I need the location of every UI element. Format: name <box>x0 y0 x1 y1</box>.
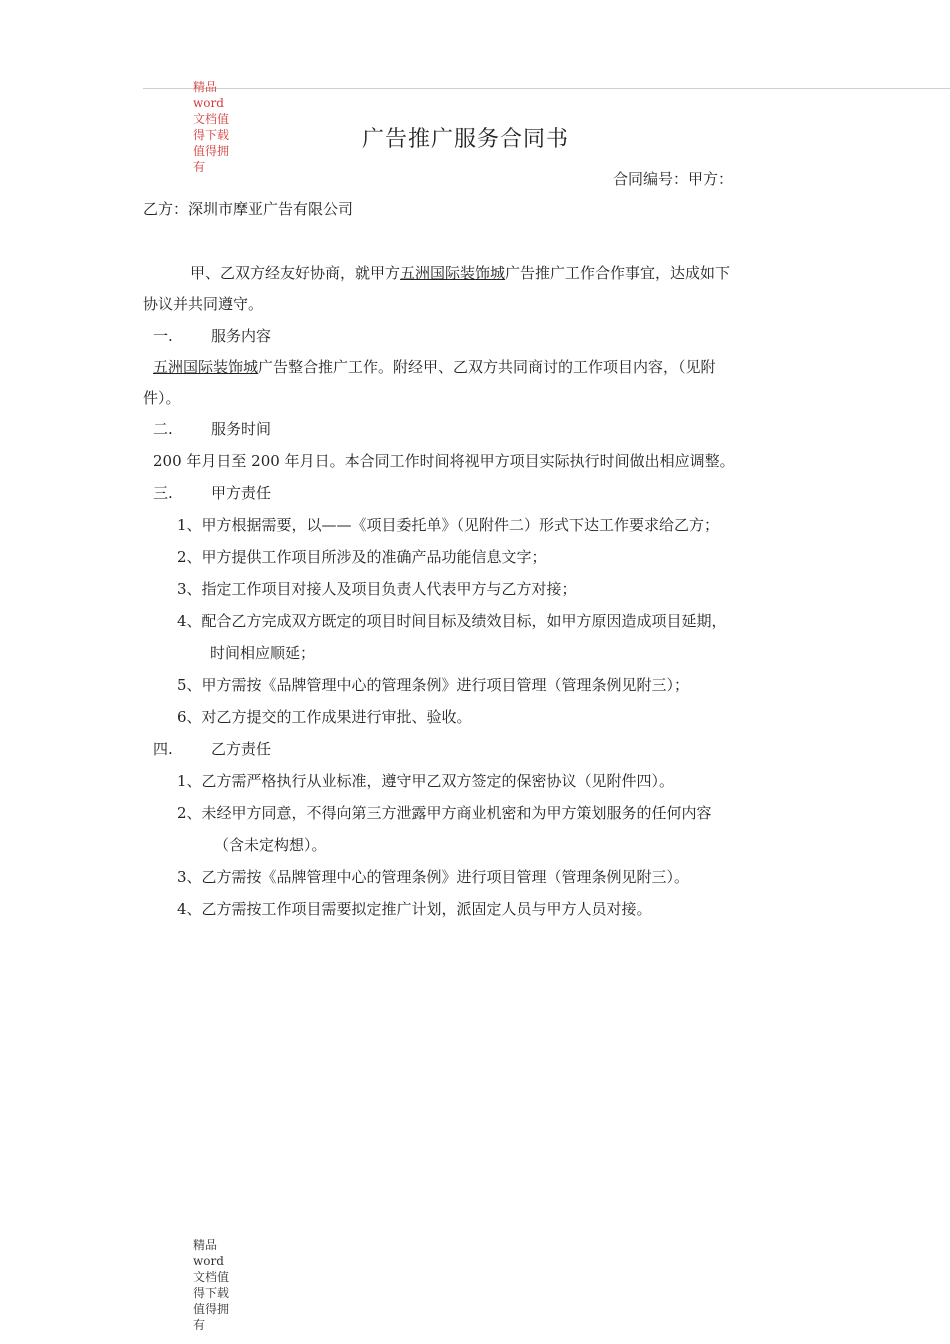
section-1-project-name: 五洲国际装饰城 <box>153 358 259 376</box>
list-item: 2、未经甲方同意，不得向第三方泄露甲方商业机密和为甲方策划服务的任何内容 <box>177 804 712 822</box>
watermark-line: word <box>193 1254 224 1268</box>
watermark-line: 精品 <box>193 80 218 94</box>
section-1-text-line-1 <box>153 357 716 377</box>
watermark-line: 得下载 <box>193 128 230 142</box>
list-item: 2、甲方提供工作项目所涉及的准确产品功能信息文字； <box>177 548 547 566</box>
section-1-text: 广告整合推广工作。附经甲、乙双方共同商讨的工作项目内容，（见附 <box>258 358 716 376</box>
party-b-line: 乙方：深圳市摩亚广告有限公司 <box>143 200 354 218</box>
section-number: 二. <box>153 420 173 438</box>
list-item: 4、乙方需按工作项目需要拟定推广计划，派固定人员与甲方人员对接。 <box>177 900 652 918</box>
watermark-line: 得下载 <box>193 1286 230 1300</box>
watermark-line: word <box>193 96 224 110</box>
watermark-line: 有 <box>193 160 206 174</box>
list-item: 5、甲方需按《品牌管理中心的管理条例》进行项目管理（管理条例见附三）； <box>177 676 690 694</box>
intro-line-2: 协议并共同遵守。 <box>143 295 264 313</box>
intro-project-name: 五洲国际装饰城 <box>400 264 506 282</box>
list-item: 3、乙方需按《品牌管理中心的管理条例》进行项目管理（管理条例见附三）。 <box>177 868 690 886</box>
list-item: 3、指定工作项目对接人及项目负责人代表甲方与乙方对接； <box>177 580 577 598</box>
list-item: 6、对乙方提交的工作成果进行审批、验收。 <box>177 708 472 726</box>
section-number: 四. <box>153 740 173 758</box>
intro-text-before: 甲、乙双方经友好协商，就甲方 <box>190 264 401 282</box>
watermark-bottom <box>193 1237 241 1333</box>
list-item-continuation: （含未定构想）。 <box>214 836 327 854</box>
watermark-line: 有 <box>193 1318 206 1332</box>
header-rule <box>143 88 950 89</box>
watermark-top <box>193 79 241 175</box>
section-2-text: 200 年月日至 200 年月日。本合同工作时间将视甲方项目实际执行时间做出相应调整。 <box>153 452 735 470</box>
watermark-line: 文档值 <box>193 112 230 126</box>
section-title: 服务内容 <box>211 327 272 345</box>
watermark-line: 精品 <box>193 1238 218 1252</box>
watermark-line: 文档值 <box>193 1270 230 1284</box>
section-number: 一. <box>153 327 173 345</box>
section-2-heading <box>153 419 271 439</box>
section-1-heading <box>153 326 271 346</box>
section-1-text-line-2: 件）。 <box>143 389 181 407</box>
watermark-line: 值得拥 <box>193 144 230 158</box>
list-item: 1、乙方需严格执行从业标准，遵守甲乙双方签定的保密协议（见附件四）。 <box>177 772 675 790</box>
watermark-line: 值得拥 <box>193 1302 230 1316</box>
contract-number-line: 合同编号：甲方： <box>613 170 734 188</box>
section-title: 乙方责任 <box>211 740 272 758</box>
list-item: 4、配合乙方完成双方既定的项目时间目标及绩效目标，如甲方原因造成项目延期， <box>177 612 727 630</box>
section-title: 服务时间 <box>211 420 272 438</box>
list-item: 1、甲方根据需要，以——《项目委托单》（见附件二）形式下达工作要求给乙方； <box>177 516 720 534</box>
intro-line-1 <box>190 263 730 283</box>
section-title: 甲方责任 <box>211 484 272 502</box>
list-item-continuation: 时间相应顺延； <box>210 644 316 662</box>
section-number: 三. <box>153 484 173 502</box>
document-title: 广告推广服务合同书 <box>362 127 570 152</box>
section-4-heading <box>153 739 271 759</box>
intro-text-after: 广告推广工作合作事宜，达成如下 <box>505 264 731 282</box>
section-3-heading <box>153 483 271 503</box>
